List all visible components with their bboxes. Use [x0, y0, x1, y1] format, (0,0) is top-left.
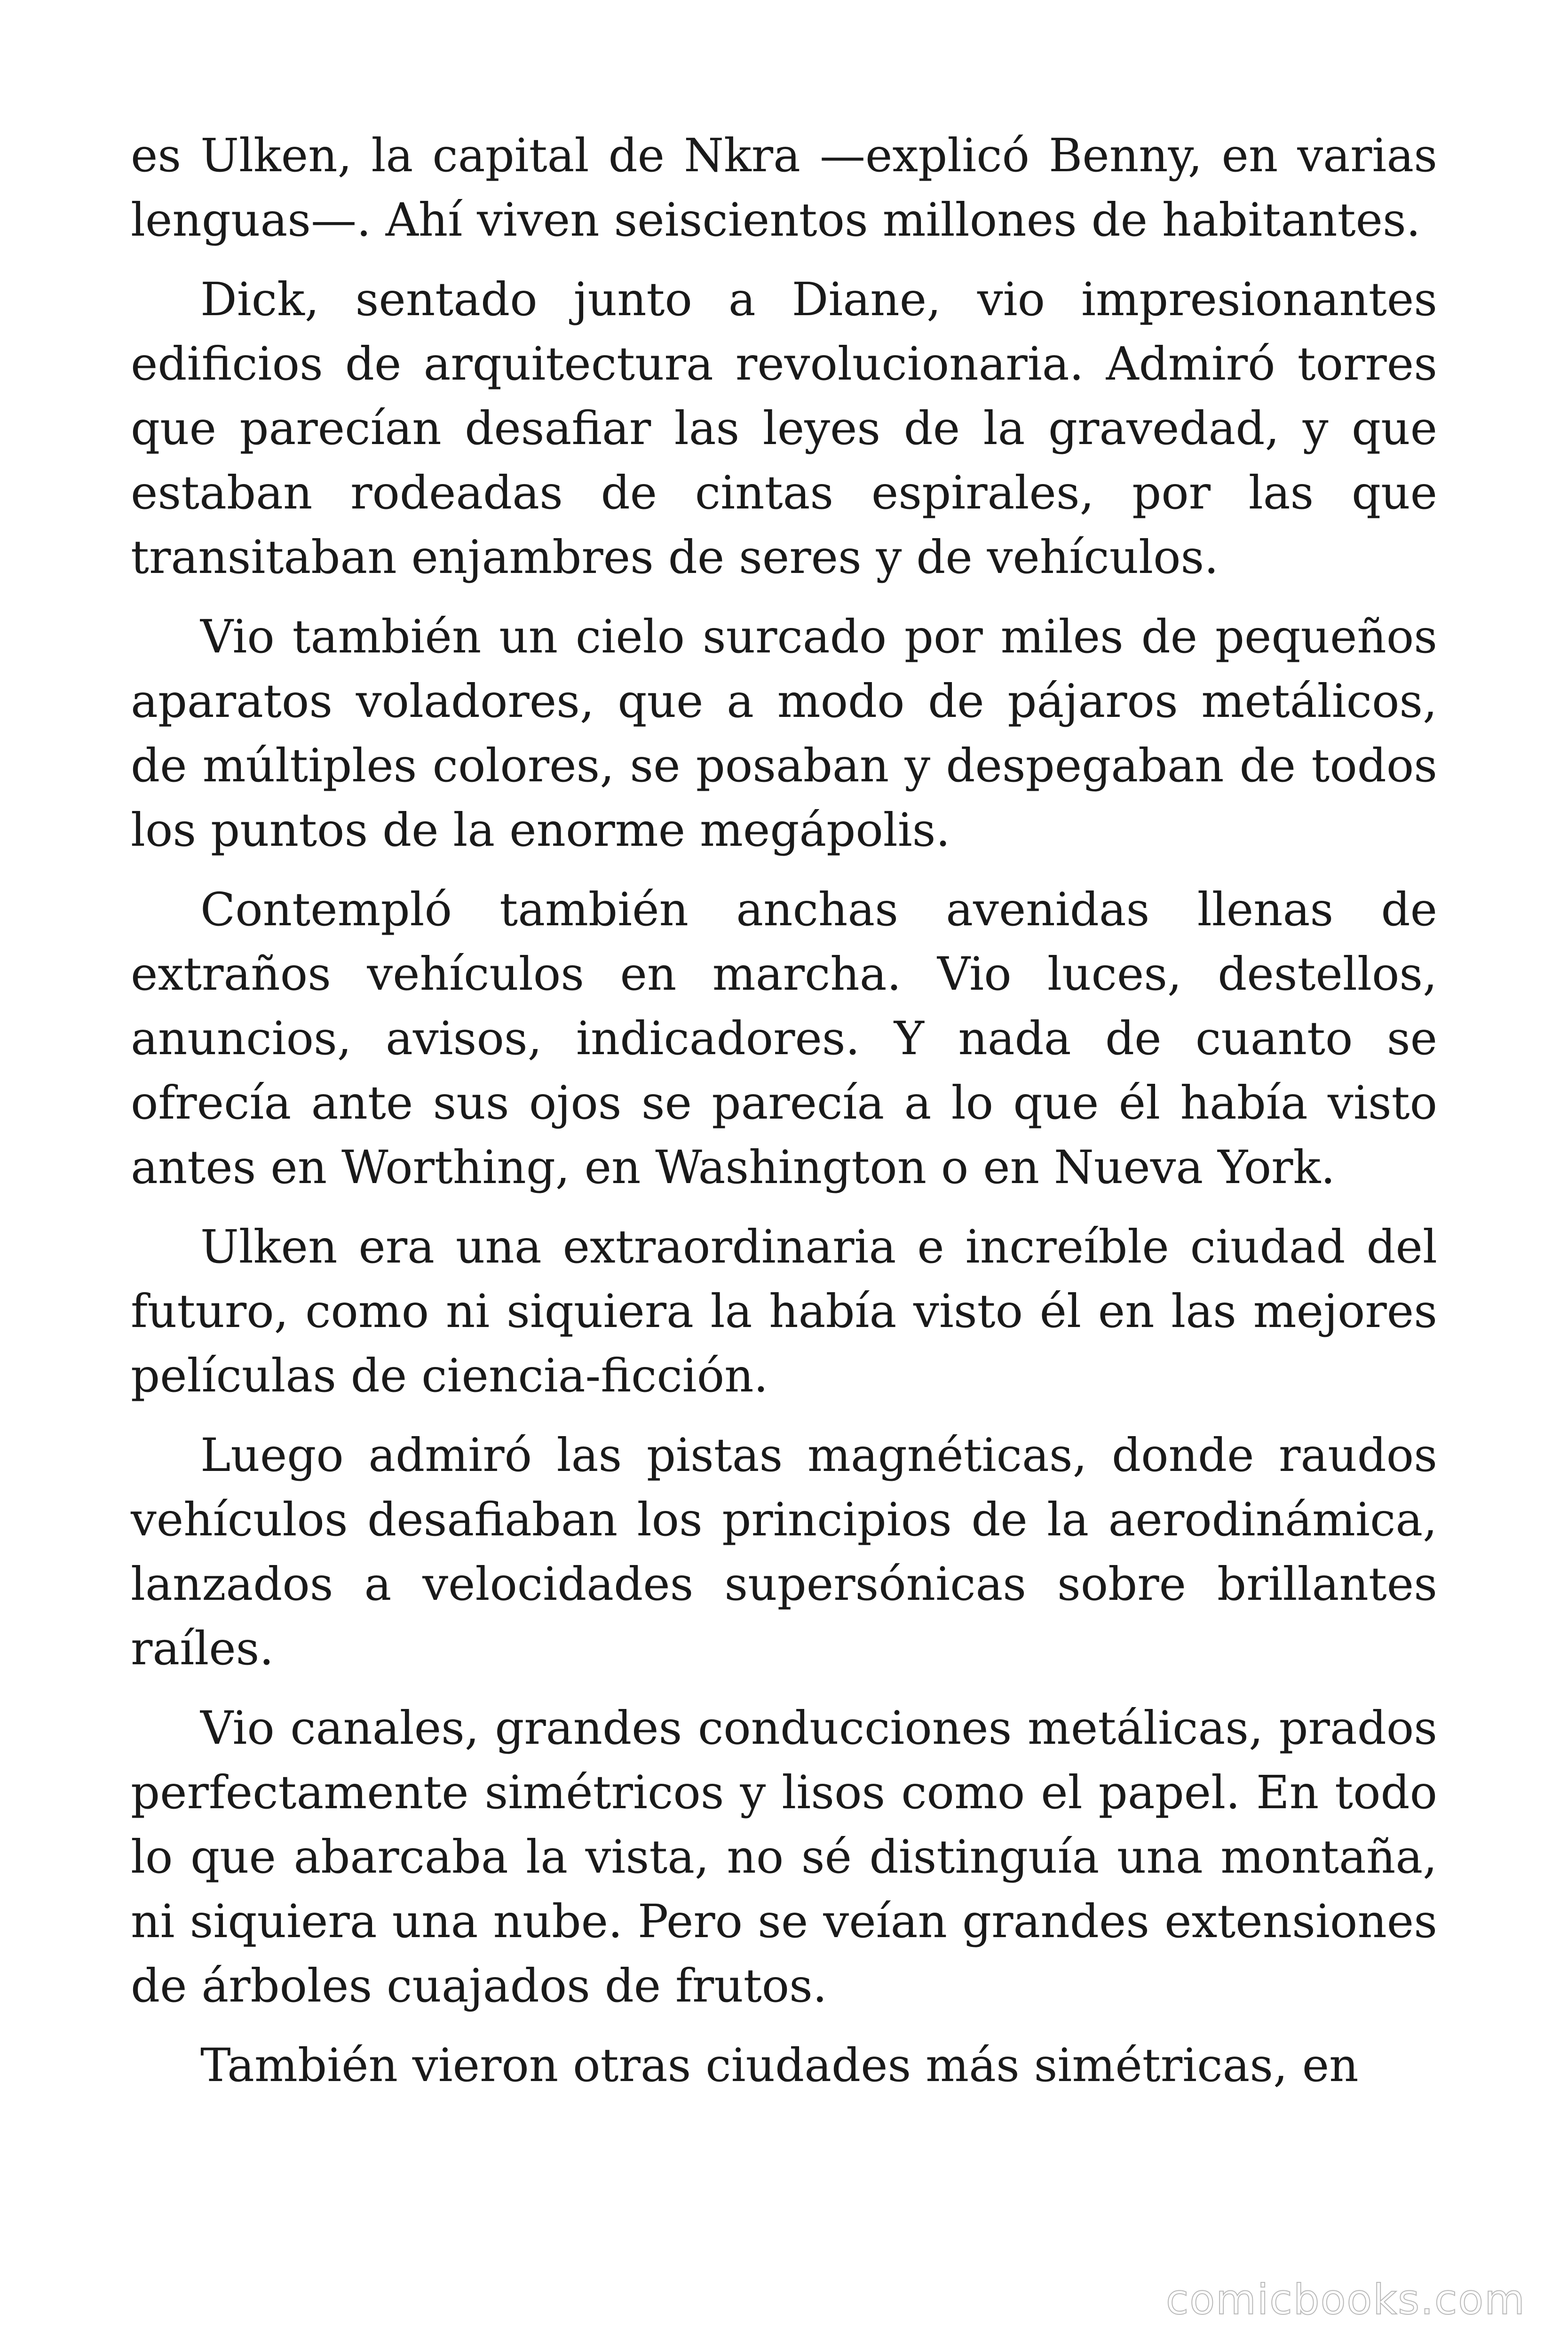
paragraph: Dick, sentado junto a Diane, vio impresionantes edificios de arquitectura revolucionaria. Admiró torres que parecían desafiar las leyes de la gravedad, y que estaban rodeadas de cintas espirales, por las que transitaban enjambres de seres y de vehículos. — [131, 273, 1437, 584]
paragraph: Vio canales, grandes conducciones metálicas, prados perfectamente simétricos y lisos como el papel. En todo lo que abarcaba la vista, no sé distinguía una montaña, ni siquiera una nube. Pero se veían grandes extensiones de árboles cuajados de frutos. — [131, 1701, 1437, 2012]
paragraph: es Ulken, la capital de Nkra —explicó Benny, en varias lenguas—. Ahí viven seiscientos millones de habitantes. — [131, 129, 1437, 246]
page-body — [131, 123, 1437, 2193]
paragraph: Vio también un cielo surcado por miles de pequeños aparatos voladores, que a modo de pájaros metálicos, de múltiples colores, se posaban y despegaban de todos los puntos de la enorme megápolis. — [131, 610, 1437, 857]
paragraph: También vieron otras ciudades más simétricas, en — [200, 2039, 1359, 2092]
paragraph: Contempló también anchas avenidas llenas de extraños vehículos en marcha. Vio luces, destellos, anuncios, avisos, indicadores. Y nada de cuanto se ofrecía ante sus ojos se parecía a lo que él había visto antes en Worthing, en Washington o en Nueva York. — [131, 883, 1437, 1194]
paragraph: Luego admiró las pistas magnéticas, donde raudos vehículos desafiaban los principios de la aerodinámica, lanzados a velocidades supersónicas sobre brillantes raíles. — [131, 1429, 1437, 1675]
watermark: comicbooks.com — [1165, 2275, 1526, 2324]
paragraph: Ulken era una extraordinaria e increíble ciudad del futuro, como ni siquiera la había visto él en las mejores películas de ciencia-ficción. — [131, 1220, 1437, 1402]
